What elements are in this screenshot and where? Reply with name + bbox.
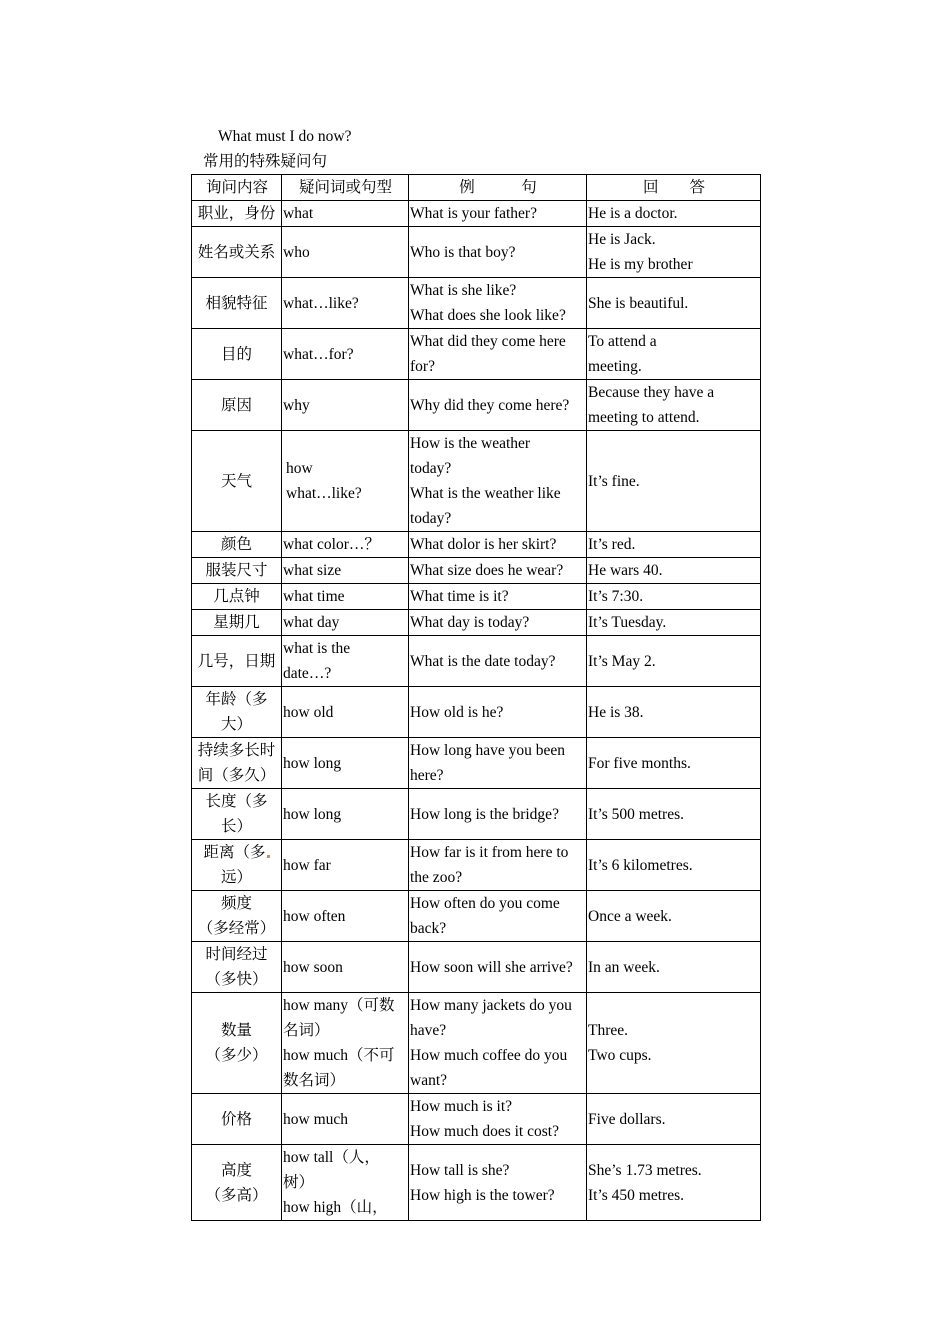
cell-line: who (283, 243, 310, 261)
cell-answer (587, 738, 761, 789)
cell-answer (587, 329, 761, 380)
table-row (192, 993, 761, 1094)
cell-question-word (282, 1145, 409, 1221)
cell-line: how old (283, 703, 334, 721)
cell-answer (587, 584, 761, 610)
cell-line: what (283, 205, 314, 222)
cell-line: 几号，日期 (197, 652, 276, 670)
cell-line: here? (410, 767, 444, 784)
cell-example (409, 329, 587, 380)
cell-line: how much（不可 (283, 1047, 395, 1064)
cell-topic (192, 610, 282, 636)
cell-line: Why did they come here? (410, 396, 570, 414)
cell-line: why (283, 396, 310, 414)
cell-question-word (282, 789, 409, 840)
cell-line: back? (410, 920, 447, 937)
cell-example (409, 738, 587, 789)
cell-question-word (282, 431, 409, 532)
cell-topic (192, 380, 282, 431)
cell-answer (587, 431, 761, 532)
cell-line: date…? (283, 665, 332, 682)
cell-question-word (282, 993, 409, 1094)
cell-topic (192, 942, 282, 993)
edit-mark (267, 855, 270, 858)
cell-line: For five months. (588, 754, 691, 772)
cell-line: （多快） (205, 971, 268, 988)
cell-line: 高度 (220, 1161, 252, 1179)
cell-topic (192, 891, 282, 942)
header-example: 例 句 (409, 175, 587, 201)
table-row (192, 584, 761, 610)
cell-question-word (282, 201, 409, 227)
cell-topic (192, 431, 282, 532)
cell-line: What does she look like? (410, 307, 566, 324)
cell-line: Three. (588, 1022, 629, 1039)
cell-line: 颜色 (220, 536, 252, 553)
cell-line: 服装尺寸 (205, 562, 268, 579)
cell-line: Once a week. (588, 907, 672, 925)
cell-line: What is the date today? (410, 652, 556, 670)
cell-line: He is Jack. (588, 231, 656, 248)
cell-line: meeting. (588, 358, 642, 375)
cell-topic (192, 201, 282, 227)
cell-line: how soon (283, 958, 343, 976)
cell-topic (192, 329, 282, 380)
cell-example (409, 610, 587, 636)
cell-line: want? (410, 1072, 448, 1089)
cell-line: It’s May 2. (588, 652, 656, 670)
cell-line: 树） (283, 1174, 315, 1191)
table-row (192, 201, 761, 227)
cell-line: what day (283, 614, 340, 631)
cell-line: How much does it cost? (410, 1123, 559, 1140)
cell-line: how long (283, 805, 342, 823)
cell-question-word (282, 840, 409, 891)
cell-line: 名词） (283, 1022, 330, 1039)
cell-answer (587, 201, 761, 227)
cell-line: 相貌特征 (205, 294, 268, 312)
cell-line: what size (283, 562, 342, 579)
cell-line: what color…？ (283, 536, 380, 553)
cell-line: How long is the bridge? (410, 805, 559, 823)
cell-answer (587, 1145, 761, 1221)
cell-topic (192, 532, 282, 558)
cell-example (409, 227, 587, 278)
cell-topic (192, 558, 282, 584)
cell-line: To attend a (588, 333, 657, 350)
cell-line: How high is the tower? (410, 1186, 555, 1204)
cell-example (409, 942, 587, 993)
cell-line: Five dollars. (588, 1110, 666, 1128)
cell-question-word (282, 687, 409, 738)
cell-line: Who is that boy? (410, 243, 516, 261)
cell-line: What is she like? (410, 282, 517, 299)
cell-question-word (282, 278, 409, 329)
table-row (192, 227, 761, 278)
cell-line: 目的 (220, 345, 252, 363)
cell-topic (192, 1145, 282, 1221)
cell-line: the zoo? (410, 869, 463, 886)
cell-line: 长度（多 (205, 793, 268, 810)
cell-line: （多少） (205, 1047, 268, 1064)
cell-example (409, 201, 587, 227)
cell-answer (587, 227, 761, 278)
table-row (192, 431, 761, 532)
cell-line: It’s Tuesday. (588, 614, 667, 631)
cell-line: have? (410, 1022, 447, 1039)
cell-topic (192, 1094, 282, 1145)
cell-topic (192, 278, 282, 329)
cell-line: how tall（人， (283, 1149, 380, 1166)
cell-line: meeting to attend. (588, 409, 700, 426)
cell-line: what…like? (286, 485, 362, 502)
cell-answer (587, 636, 761, 687)
cell-line: 长） (220, 818, 252, 835)
cell-question-word (282, 227, 409, 278)
header-question-word: 疑问词或句型 (282, 175, 409, 201)
table-row (192, 1094, 761, 1145)
cell-question-word (282, 532, 409, 558)
table-caption: 常用的特殊疑问句 (203, 153, 328, 170)
cell-line: how (286, 460, 313, 477)
table-header-row (192, 175, 761, 201)
cell-line: He is my brother (588, 256, 693, 273)
cell-question-word (282, 942, 409, 993)
table-row (192, 687, 761, 738)
cell-line: how many（可数 (283, 997, 395, 1014)
cell-question-word (282, 636, 409, 687)
cell-line: 姓名或关系 (197, 243, 276, 261)
cell-line: 远） (220, 869, 252, 886)
cell-example (409, 278, 587, 329)
cell-line: 价格 (220, 1110, 252, 1128)
cell-line: How much is it? (410, 1098, 513, 1115)
cell-line: how far (283, 856, 331, 874)
table-body (192, 201, 761, 1221)
cell-line: 时间经过 (205, 946, 268, 963)
cell-line: 职业，身份 (197, 205, 276, 222)
cell-answer (587, 558, 761, 584)
cell-example (409, 1094, 587, 1145)
cell-topic (192, 227, 282, 278)
cell-line: for? (410, 358, 435, 375)
cell-line: 原因 (220, 396, 252, 414)
cell-line: what time (283, 588, 345, 605)
table-row (192, 840, 761, 891)
header-answer: 回 答 (587, 175, 761, 201)
cell-example (409, 840, 587, 891)
cell-line: what…like? (283, 294, 359, 312)
cell-topic (192, 584, 282, 610)
intro-line-1: What must I do now? (218, 128, 352, 145)
cell-line: how long (283, 754, 342, 772)
cell-example (409, 993, 587, 1094)
cell-topic (192, 789, 282, 840)
cell-line: What is your father? (410, 205, 537, 222)
table-row (192, 738, 761, 789)
table-row (192, 532, 761, 558)
cell-line: （多高） (205, 1186, 268, 1204)
cell-line: 数量 (220, 1022, 252, 1039)
cell-example (409, 532, 587, 558)
cell-line: What size does he wear? (410, 562, 564, 579)
cell-topic (192, 993, 282, 1094)
cell-question-word (282, 891, 409, 942)
cell-line: how often (283, 907, 346, 925)
table-row (192, 610, 761, 636)
cell-answer (587, 993, 761, 1094)
cell-line: 几点钟 (213, 588, 260, 605)
cell-topic (192, 636, 282, 687)
cell-line: （多经常） (197, 920, 276, 937)
cell-line: what is the (283, 640, 351, 657)
cell-line: How many jackets do you (410, 997, 572, 1014)
cell-line: He wars 40. (588, 562, 663, 579)
cell-line: what…for? (283, 345, 354, 363)
cell-answer (587, 891, 761, 942)
cell-answer (587, 789, 761, 840)
table-row (192, 380, 761, 431)
cell-answer (587, 942, 761, 993)
cell-answer (587, 532, 761, 558)
cell-question-word (282, 610, 409, 636)
cell-line: It’s 500 metres. (588, 805, 684, 823)
cell-answer (587, 687, 761, 738)
cell-line: It’s 7:30. (588, 588, 644, 605)
cell-answer (587, 610, 761, 636)
cell-line: How often do you come (410, 895, 560, 912)
cell-line: It’s 6 kilometres. (588, 856, 693, 874)
table-row (192, 636, 761, 687)
cell-line: 数名词） (283, 1072, 346, 1089)
cell-example (409, 431, 587, 532)
cell-example (409, 789, 587, 840)
cell-topic (192, 840, 282, 891)
cell-line: What dolor is her skirt? (410, 536, 557, 553)
table-row (192, 329, 761, 380)
cell-question-word (282, 584, 409, 610)
table-row (192, 1145, 761, 1221)
cell-topic (192, 738, 282, 789)
cell-line: What did they come here (410, 333, 566, 350)
table-row (192, 278, 761, 329)
cell-line: How long have you been (410, 742, 565, 759)
cell-line: In an week. (588, 958, 660, 976)
cell-question-word (282, 738, 409, 789)
cell-line: today? (410, 460, 452, 477)
cell-line: He is a doctor. (588, 205, 678, 222)
cell-line: 大） (220, 716, 252, 733)
cell-line: 星期几 (213, 614, 260, 631)
cell-line: It’s 450 metres. (588, 1186, 684, 1204)
cell-line: How tall is she? (410, 1161, 510, 1179)
cell-example (409, 891, 587, 942)
header-topic: 询问内容 (192, 175, 282, 201)
table-row (192, 789, 761, 840)
cell-line: She’s 1.73 metres. (588, 1161, 702, 1179)
cell-line: What is the weather like (410, 485, 561, 502)
cell-line: What time is it? (410, 588, 509, 605)
cell-line: It’s red. (588, 536, 636, 553)
cell-line: How old is he? (410, 703, 504, 721)
cell-example (409, 1145, 587, 1221)
cell-line: 距离（多 (194, 840, 279, 865)
cell-line: 间（多久） (197, 767, 276, 784)
cell-topic (192, 687, 282, 738)
cell-line: It’s fine. (588, 472, 640, 490)
cell-line: 频度 (220, 895, 252, 912)
cell-line: how high（山， (283, 1199, 388, 1216)
cell-line: How is the weather (410, 435, 531, 452)
cell-question-word (282, 380, 409, 431)
cell-line: today? (410, 510, 452, 527)
table-row (192, 942, 761, 993)
cell-line: How much coffee do you (410, 1047, 568, 1064)
cell-line: Because they have a (588, 384, 715, 401)
cell-example (409, 584, 587, 610)
cell-question-word (282, 1094, 409, 1145)
cell-example (409, 380, 587, 431)
table-row (192, 558, 761, 584)
cell-line: He is 38. (588, 703, 644, 721)
cell-line: How far is it from here to (410, 844, 569, 861)
special-questions-table (191, 174, 761, 1221)
cell-line: What day is today? (410, 614, 530, 631)
cell-line: 持续多长时 (197, 742, 276, 759)
cell-answer (587, 840, 761, 891)
cell-answer (587, 1094, 761, 1145)
cell-question-word (282, 558, 409, 584)
cell-answer (587, 278, 761, 329)
cell-example (409, 636, 587, 687)
cell-example (409, 558, 587, 584)
cell-line: How soon will she arrive? (410, 958, 573, 976)
cell-answer (587, 380, 761, 431)
cell-question-word (282, 329, 409, 380)
cell-line: 天气 (220, 472, 252, 490)
cell-line: She is beautiful. (588, 294, 689, 312)
cell-line: 年龄（多 (205, 691, 268, 708)
cell-example (409, 687, 587, 738)
cell-line: Two cups. (588, 1047, 652, 1064)
cell-line: how much (283, 1110, 349, 1128)
table-row (192, 891, 761, 942)
